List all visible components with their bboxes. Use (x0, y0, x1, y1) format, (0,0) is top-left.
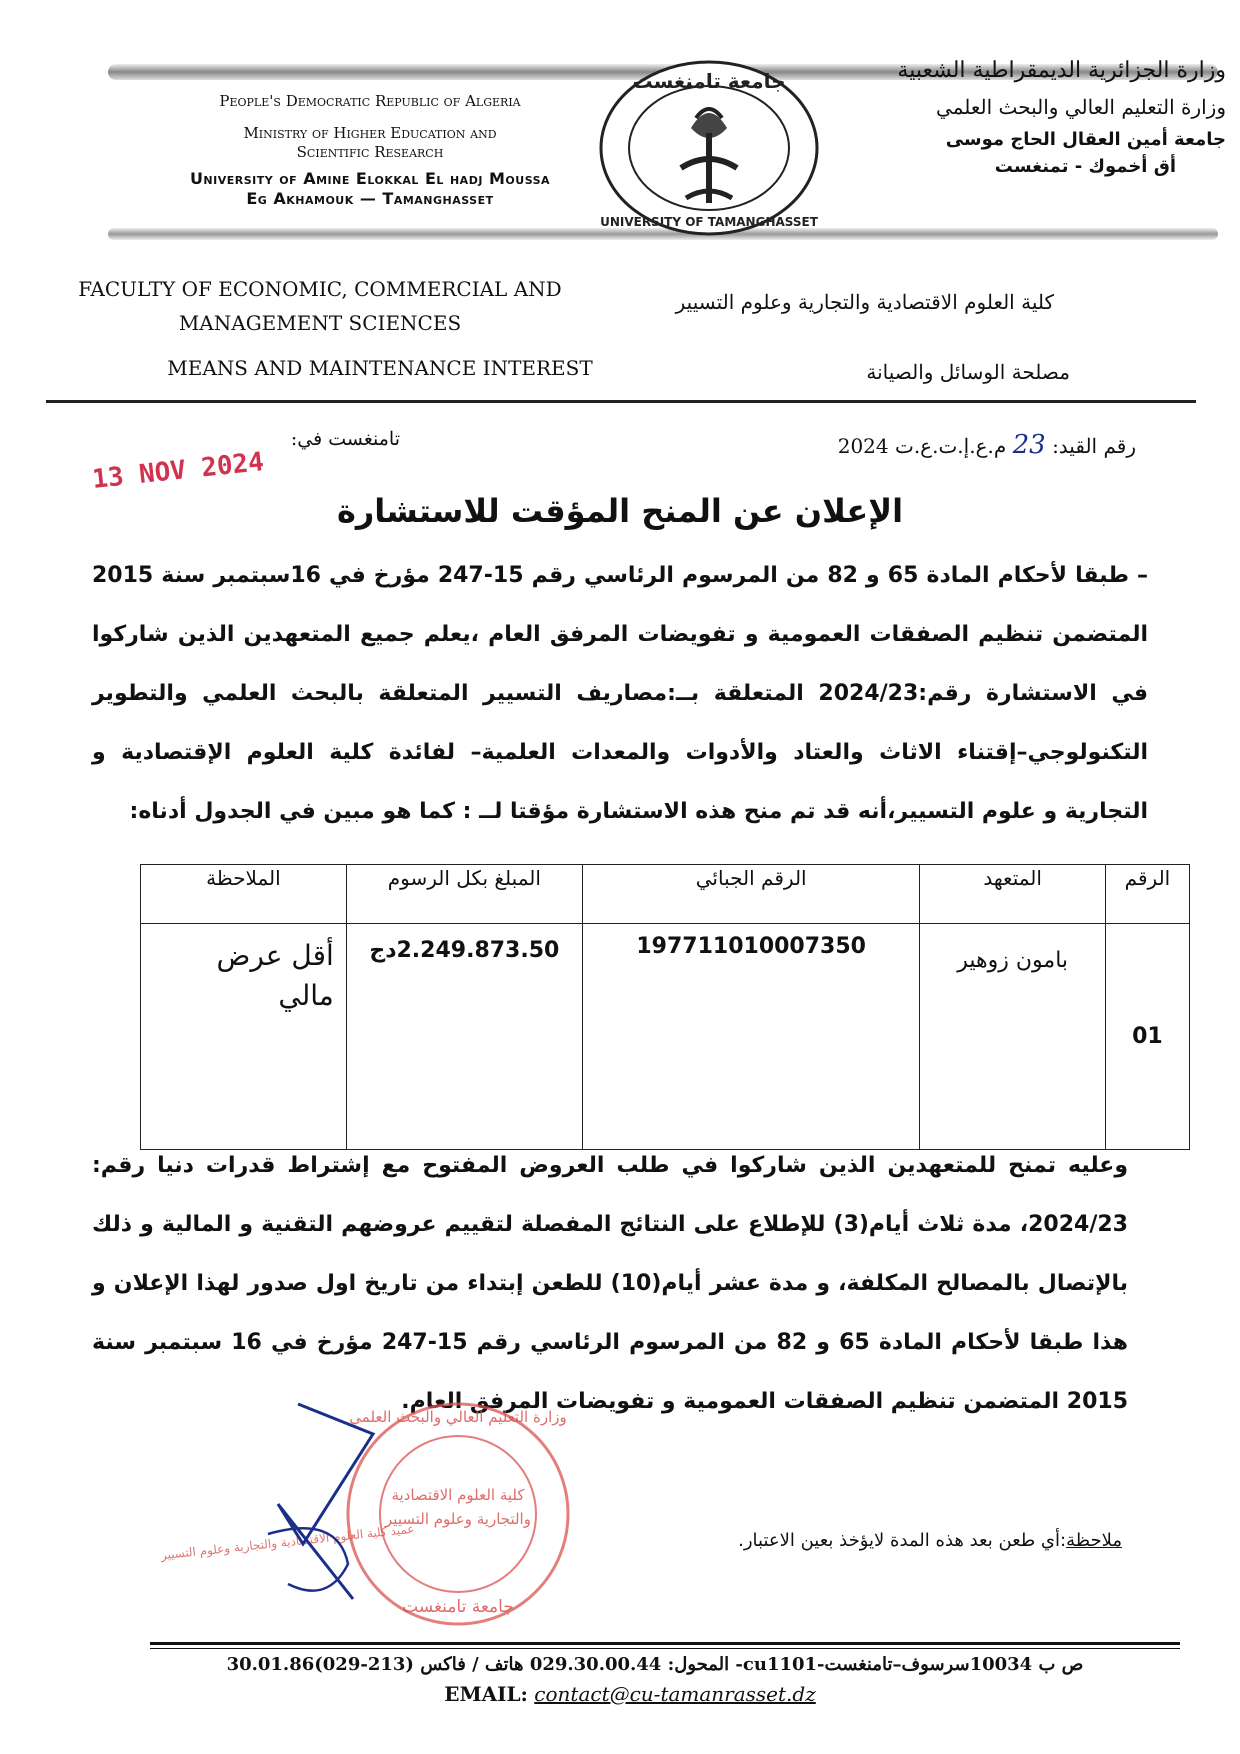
reference-code: م.ع.إ.ت.ع.ت 2024 (837, 434, 1007, 458)
announcement-paragraph-1: – طبقا لأحكام المادة 65 و 82 من المرسوم الرئاسي رقم 15-247 مؤرخ في 16سبتمبر سنة 2015 المتضمن تنظيم الصفقات العمومية و تفويضات المرفق العام ،يعلم جميع المتعهدين الذين شاركوا في الاستشارة رقم:2024/23 المتعلقة بــ:مصاريف التسيير المتعلقة بالبحث العلمي والتطوير التكنولوجي–إقتناء الاثاث والعتاد والأدوات والمعدات العلمية– لفائدة كلية العلوم الإقتصادية و التجارية و علوم التسيير،أنه قد تم منح هذه الاستشارة مؤقتا لــ : كما هو مبين في الجدول أدناه: (92, 563, 1148, 824)
reference-label: رقم القيد: (1052, 434, 1136, 458)
award-table-header-row (141, 865, 1190, 924)
stamp-inner-line-2: والتجارية وعلوم التسيير (385, 1510, 531, 1528)
letterhead-ar-line-2: وزارة التعليم العالي والبحث العلمي (936, 95, 1226, 119)
col-header-amount: المبلغ بكل الرسوم (346, 865, 582, 924)
service-ar: مصلحة الوسائل والصيانة (866, 360, 1070, 384)
document-title: الإعلان عن المنح المؤقت للاستشارة (336, 492, 904, 530)
faculty-en (70, 272, 570, 340)
col-header-tax-id: الرقم الجبائي (582, 865, 920, 924)
faculty-ar: كلية العلوم الاقتصادية والتجارية وعلوم التسيير (675, 290, 1054, 314)
letterhead-en-line-4: University of Amine Elokkal El hadj Moussa (189, 168, 551, 188)
email-label: EMAIL: (444, 1682, 528, 1706)
cell-tax-id: 197711010007350 (582, 924, 920, 1150)
footer-rule-2 (150, 1648, 1180, 1649)
letterhead-ar-line-1: وزارة الجزائرية الديمقراطية الشعبية (897, 58, 1226, 83)
cell-amount: 2.249.873.50دج (346, 924, 582, 1150)
seal-arabic-text: جامعة تامنغست (632, 69, 786, 93)
received-date-stamp: 13 NOV 2024 (90, 447, 266, 495)
note-text: :أي طعن بعد هذه المدة لايؤخذ بعين الاعتبار. (738, 1530, 1067, 1551)
signature-stroke-1 (278, 1404, 373, 1599)
cell-note: أقل عرض مالي (141, 924, 347, 1150)
stamp-bottom-text: جامعة تامنغست (402, 1597, 514, 1617)
letterhead-ar (846, 58, 1226, 177)
place-date-label: تامنغست في: (290, 428, 400, 450)
footer-email-line (380, 1682, 880, 1706)
award-table (140, 864, 1190, 1150)
col-header-number: الرقم (1105, 865, 1189, 924)
note-label: ملاحظة (1066, 1530, 1122, 1551)
letterhead-en-line-3: Scientific Research (296, 143, 444, 161)
announcement-paragraph-2: وعليه تمنح للمتعهدين الذين شاركوا في طلب العروض المفتوح مع إشتراط قدرات دنيا رقم: 2024/23، مدة ثلاث أيام(3) للإطلاع على النتائج المفصلة لتقييم عروضهم التقنية و المالية و ذلك بالإتصال بالمصالح المكلفة، و مدة عشر أيام(10) للطعن إبتداء من تاريخ اول صدور لهذا الإعلان و هذا طبقا لأحكام المادة 65 و 82 من المرسوم الرئاسي رقم 15-247 مؤرخ في 16 سبتمبر سنة 2015 المتضمن تنظيم الصفقات العمومية و تفويضات المرفق العام. (92, 1153, 1128, 1414)
col-header-bidder: المتعهد (920, 865, 1105, 924)
letterhead-en-line-2: Ministry of Higher Education and (243, 123, 497, 142)
col-header-note: الملاحظة (141, 865, 347, 924)
faculty-en-line-1: FACULTY OF ECONOMIC, COMMERCIAL AND (78, 277, 562, 301)
footer-rule-1 (150, 1642, 1180, 1645)
dean-stamp-text: عميد كلية العلوم الاقتصادية والتجارية وعلوم التسيير (160, 1521, 416, 1563)
faculty-en-line-2: MANAGEMENT SCIENCES (178, 311, 462, 335)
stamp-ring-text: وزارة التعليم العالي والبحث العلمي (349, 1408, 567, 1426)
footer-address: ص ب 10034سرسوف–تامنغست-cu1101- المحول: 029.30.00.44 هاتف / فاكس (213-029)30.01.86 (226, 1654, 1084, 1675)
note-line (562, 1530, 1122, 1551)
table-row (141, 924, 1190, 1150)
letterhead-en-line-1: People's Democratic Republic of Algeria (219, 92, 521, 110)
header-rule (46, 400, 1196, 403)
letterhead-ar-line-4: أق أخموك - تمنغست (994, 156, 1176, 177)
seal-english-text: UNIVERSITY OF TAMANGHASSET (600, 215, 818, 229)
letterhead-en (120, 92, 620, 210)
cell-number: 01 (1105, 924, 1189, 1150)
official-stamp (148, 1394, 608, 1634)
letterhead-ar-line-3: جامعة أمين العقال الحاج موسى (945, 129, 1226, 150)
reference-number (636, 430, 1136, 460)
letterhead-en-line-5: Eg Akhamouk — Tamanghasset (246, 189, 494, 209)
stamp-inner-line-1: كلية العلوم الاقتصادية (391, 1486, 525, 1504)
reference-handwritten-number: 23 (1012, 430, 1046, 460)
university-seal (596, 58, 822, 238)
service-en: MEANS AND MAINTENANCE INTEREST (167, 356, 593, 380)
cell-bidder: بامون زوهير (920, 924, 1105, 1150)
email-link[interactable]: contact@cu-tamanrasset.dz (534, 1682, 816, 1706)
